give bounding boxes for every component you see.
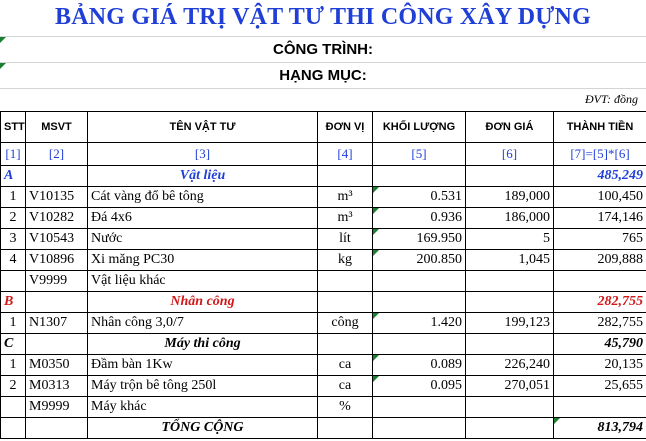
section-row xyxy=(1,292,646,313)
material-table xyxy=(0,111,646,439)
name-cell[interactable] xyxy=(88,250,318,271)
amount-cell-text: 20,135 xyxy=(604,357,643,372)
grand-total-label[interactable] xyxy=(88,418,318,439)
stt-cell-text: 2 xyxy=(9,210,17,225)
stt-cell[interactable] xyxy=(1,313,26,334)
index-cell[interactable]: [7]=[5]*[6] xyxy=(554,143,646,166)
qty-cell[interactable] xyxy=(373,229,466,250)
header-unit[interactable]: ĐƠN VỊ xyxy=(318,112,373,143)
amount-cell[interactable] xyxy=(554,355,646,376)
total-qty[interactable] xyxy=(373,418,466,439)
stt-cell-text: 1 xyxy=(9,189,17,204)
msvt-cell-text: V10896 xyxy=(29,252,75,267)
amount-cell-text: 765 xyxy=(622,231,643,246)
qty-cell[interactable] xyxy=(373,376,466,397)
qty-cell-text: 0.531 xyxy=(430,189,462,204)
unit-cell[interactable] xyxy=(318,376,373,397)
stt-cell-text: 2 xyxy=(9,378,17,393)
unit-cell[interactable] xyxy=(318,313,373,334)
msvt-cell[interactable] xyxy=(26,355,88,376)
grand-total-value-text: 813,794 xyxy=(597,420,643,435)
section-name-text: Máy thi công xyxy=(164,336,241,351)
table-row xyxy=(1,313,646,334)
name-cell[interactable] xyxy=(88,187,318,208)
comment-marker xyxy=(373,355,379,361)
qty-cell-text: 169.950 xyxy=(416,231,462,246)
section-code-text: C xyxy=(4,336,14,351)
amount-cell-text: 174,146 xyxy=(597,210,643,225)
name-cell-text: Cát vàng đổ bê tông xyxy=(91,189,204,204)
header-quantity[interactable]: KHỐI LƯỢNG xyxy=(373,112,466,143)
comment-marker xyxy=(373,187,379,193)
unit-cell[interactable] xyxy=(318,271,373,292)
unit-cell[interactable] xyxy=(318,250,373,271)
grand-total-value[interactable] xyxy=(554,418,646,439)
name-cell[interactable] xyxy=(88,271,318,292)
stt-cell[interactable] xyxy=(1,250,26,271)
section-name[interactable] xyxy=(88,334,318,355)
msvt-cell[interactable] xyxy=(26,229,88,250)
header-amount[interactable]: THÀNH TIỀN xyxy=(554,112,646,143)
table-row xyxy=(1,397,646,418)
table-row xyxy=(1,208,646,229)
price-cell[interactable] xyxy=(466,229,554,250)
price-cell[interactable] xyxy=(466,208,554,229)
section-total[interactable] xyxy=(554,334,646,355)
table-row xyxy=(1,229,646,250)
name-cell-text: Vật liệu khác xyxy=(91,273,166,288)
index-cell[interactable]: [2] xyxy=(26,143,88,166)
msvt-cell[interactable] xyxy=(26,376,88,397)
amount-cell[interactable] xyxy=(554,187,646,208)
msvt-cell[interactable] xyxy=(26,250,88,271)
section-qty[interactable] xyxy=(373,334,466,355)
section-msvt[interactable] xyxy=(26,166,88,187)
comment-marker xyxy=(554,418,560,424)
index-cell[interactable]: [6] xyxy=(466,143,554,166)
qty-cell-text: 200.850 xyxy=(416,252,462,267)
unit-cell-text: lít xyxy=(339,231,351,246)
grand-total-row xyxy=(1,418,646,439)
msvt-cell[interactable] xyxy=(26,187,88,208)
unit-cell-text: công xyxy=(331,315,359,330)
unit-cell[interactable] xyxy=(318,187,373,208)
price-cell[interactable] xyxy=(466,313,554,334)
stt-cell-text: 1 xyxy=(9,315,17,330)
comment-marker xyxy=(373,376,379,382)
index-cell[interactable]: [4] xyxy=(318,143,373,166)
amount-cell[interactable] xyxy=(554,229,646,250)
unit-cell-text: kg xyxy=(338,252,352,267)
msvt-cell[interactable] xyxy=(26,313,88,334)
sheet-title: BẢNG GIÁ TRỊ VẬT TƯ THI CÔNG XÂY DỰNG xyxy=(55,4,591,30)
price-cell-text: 189,000 xyxy=(504,189,550,204)
header-stt[interactable]: STT xyxy=(1,112,26,143)
amount-cell[interactable] xyxy=(554,250,646,271)
total-stt[interactable] xyxy=(1,418,26,439)
comment-marker xyxy=(0,37,6,43)
section-total[interactable] xyxy=(554,166,646,187)
section-code-text: B xyxy=(4,294,14,309)
amount-cell[interactable] xyxy=(554,208,646,229)
qty-cell[interactable] xyxy=(373,271,466,292)
project-label: CÔNG TRÌNH: xyxy=(273,41,373,58)
name-cell[interactable] xyxy=(88,376,318,397)
section-price[interactable] xyxy=(466,292,554,313)
price-cell[interactable] xyxy=(466,397,554,418)
qty-cell[interactable] xyxy=(373,313,466,334)
price-cell-text: 186,000 xyxy=(504,210,550,225)
price-cell[interactable] xyxy=(466,187,554,208)
section-code-text: A xyxy=(4,168,14,183)
unit-cell[interactable] xyxy=(318,355,373,376)
section-qty[interactable] xyxy=(373,166,466,187)
index-cell[interactable]: [3] xyxy=(88,143,318,166)
unit-cell-text: ca xyxy=(338,378,352,393)
name-cell-text: Nhân công 3,0/7 xyxy=(91,315,184,330)
msvt-cell[interactable] xyxy=(26,397,88,418)
table-row xyxy=(1,355,646,376)
unit-cell-text: ca xyxy=(338,357,352,372)
section-unit[interactable] xyxy=(318,166,373,187)
table-row xyxy=(1,250,646,271)
stt-cell-text: 3 xyxy=(9,231,17,246)
stt-cell[interactable] xyxy=(1,397,26,418)
qty-cell[interactable] xyxy=(373,250,466,271)
amount-cell[interactable] xyxy=(554,376,646,397)
section-total-text: 485,249 xyxy=(597,168,643,183)
name-cell-text: Xi măng PC30 xyxy=(91,252,175,267)
amount-cell[interactable] xyxy=(554,397,646,418)
unit-cell-text: % xyxy=(339,399,351,414)
section-total-text: 282,755 xyxy=(597,294,643,309)
qty-cell[interactable] xyxy=(373,187,466,208)
msvt-cell[interactable] xyxy=(26,208,88,229)
stt-cell-text: 4 xyxy=(9,252,17,267)
qty-cell-text: 0.089 xyxy=(430,357,462,372)
header-row xyxy=(1,112,646,143)
name-cell[interactable] xyxy=(88,313,318,334)
qty-cell[interactable] xyxy=(373,355,466,376)
index-cell[interactable]: [5] xyxy=(373,143,466,166)
qty-cell-text: 1.420 xyxy=(430,315,462,330)
stt-cell[interactable] xyxy=(1,208,26,229)
amount-cell-text: 282,755 xyxy=(597,315,643,330)
qty-cell[interactable] xyxy=(373,208,466,229)
total-unit[interactable] xyxy=(318,418,373,439)
section-code[interactable] xyxy=(1,292,26,313)
unit-cell-text: m³ xyxy=(337,210,353,225)
section-total-text: 45,790 xyxy=(604,336,643,351)
section-name[interactable] xyxy=(88,166,318,187)
amount-cell[interactable] xyxy=(554,313,646,334)
section-unit[interactable] xyxy=(318,334,373,355)
qty-cell-text: 0.095 xyxy=(430,378,462,393)
comment-marker xyxy=(373,250,379,256)
name-cell-text: Máy khác xyxy=(91,399,147,414)
gridline xyxy=(0,62,646,63)
msvt-cell-text: V10543 xyxy=(29,231,75,246)
qty-cell[interactable] xyxy=(373,397,466,418)
item-label: HẠNG MỤC: xyxy=(279,67,367,84)
section-code[interactable] xyxy=(1,334,26,355)
section-total[interactable] xyxy=(554,292,646,313)
price-cell-text: 5 xyxy=(543,231,550,246)
name-cell[interactable] xyxy=(88,208,318,229)
index-cell[interactable]: [1] xyxy=(1,143,26,166)
name-cell-text: Đầm bàn 1Kw xyxy=(91,357,173,372)
index-row xyxy=(1,143,646,166)
amount-cell-text: 25,655 xyxy=(604,378,643,393)
comment-marker xyxy=(373,208,379,214)
msvt-cell-text: V9999 xyxy=(29,273,68,288)
grand-total-label-text: TỔNG CỘNG xyxy=(161,420,244,435)
name-cell[interactable] xyxy=(88,397,318,418)
stt-cell[interactable] xyxy=(1,376,26,397)
table-row xyxy=(1,271,646,292)
price-cell[interactable] xyxy=(466,376,554,397)
qty-cell-text: 0.936 xyxy=(430,210,462,225)
name-cell-text: Nước xyxy=(91,231,123,246)
section-name-text: Vật liệu xyxy=(179,168,226,183)
msvt-cell-text: M0350 xyxy=(29,357,70,372)
section-price[interactable] xyxy=(466,334,554,355)
stt-cell[interactable] xyxy=(1,229,26,250)
section-msvt[interactable] xyxy=(26,334,88,355)
msvt-cell-text: V10282 xyxy=(29,210,75,225)
amount-cell-text: 100,450 xyxy=(597,189,643,204)
price-cell[interactable] xyxy=(466,355,554,376)
unit-cell-text: m³ xyxy=(337,189,353,204)
section-name-text: Nhân công xyxy=(170,294,235,309)
section-row xyxy=(1,334,646,355)
amount-cell[interactable] xyxy=(554,271,646,292)
unit-cell[interactable] xyxy=(318,229,373,250)
msvt-cell-text: M0313 xyxy=(29,378,70,393)
table-row xyxy=(1,187,646,208)
section-unit[interactable] xyxy=(318,292,373,313)
unit-note: ĐVT: đồng xyxy=(584,92,638,106)
header-name[interactable]: TÊN VẬT TƯ xyxy=(88,112,318,143)
amount-cell-text: 209,888 xyxy=(597,252,643,267)
section-qty[interactable] xyxy=(373,292,466,313)
msvt-cell-text: M9999 xyxy=(29,399,70,414)
name-cell[interactable] xyxy=(88,229,318,250)
msvt-cell[interactable] xyxy=(26,271,88,292)
name-cell-text: Máy trộn bê tông 250l xyxy=(91,378,217,393)
comment-marker xyxy=(373,229,379,235)
unit-cell[interactable] xyxy=(318,208,373,229)
name-cell-text: Đá 4x6 xyxy=(91,210,132,225)
stt-cell[interactable] xyxy=(1,355,26,376)
gridline xyxy=(0,36,646,37)
gridline xyxy=(0,88,646,89)
comment-marker xyxy=(0,63,6,69)
msvt-cell-text: V10135 xyxy=(29,189,75,204)
price-cell[interactable] xyxy=(466,250,554,271)
total-price[interactable] xyxy=(466,418,554,439)
section-name[interactable] xyxy=(88,292,318,313)
stt-cell[interactable] xyxy=(1,271,26,292)
table-row xyxy=(1,376,646,397)
name-cell[interactable] xyxy=(88,355,318,376)
section-row xyxy=(1,166,646,187)
header-price[interactable]: ĐƠN GIÁ xyxy=(466,112,554,143)
msvt-cell-text: N1307 xyxy=(29,315,68,330)
total-msvt[interactable] xyxy=(26,418,88,439)
price-cell-text: 199,123 xyxy=(504,315,550,330)
price-cell-text: 226,240 xyxy=(504,357,550,372)
stt-cell-text: 1 xyxy=(9,357,17,372)
section-msvt[interactable] xyxy=(26,292,88,313)
section-code[interactable] xyxy=(1,166,26,187)
unit-cell[interactable] xyxy=(318,397,373,418)
section-price[interactable] xyxy=(466,166,554,187)
header-msvt[interactable]: MSVT xyxy=(26,112,88,143)
stt-cell[interactable] xyxy=(1,187,26,208)
comment-marker xyxy=(373,313,379,319)
price-cell-text: 270,051 xyxy=(504,378,550,393)
price-cell[interactable] xyxy=(466,271,554,292)
price-cell-text: 1,045 xyxy=(518,252,550,267)
